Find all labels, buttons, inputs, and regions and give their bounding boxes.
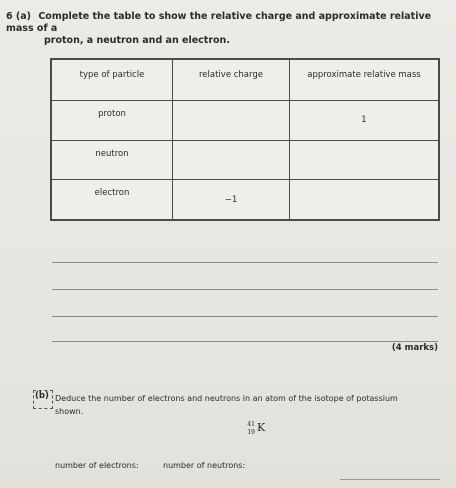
cell-charge-input[interactable] <box>173 140 290 180</box>
table-row-electron <box>52 180 439 220</box>
cell-particle: neutron <box>52 140 173 180</box>
question-6a-line2: proton, a neutron and an electron. <box>44 35 230 46</box>
cell-mass-input[interactable] <box>290 140 439 180</box>
question-b-label: (b) <box>33 390 53 409</box>
element-symbol: K <box>257 421 266 434</box>
header-type-of-particle: type of particle <box>52 60 173 101</box>
table-header-row <box>52 60 439 101</box>
cell-charge: −1 <box>173 180 290 220</box>
header-relative-mass: approximate relative mass <box>290 60 439 101</box>
question-b-line2: shown. <box>55 407 84 416</box>
mass-number: 41 <box>247 421 255 428</box>
question-6a-prompt <box>6 11 446 47</box>
answer-line[interactable] <box>52 341 438 342</box>
cell-mass-input[interactable] <box>290 180 439 220</box>
marks-label: (4 marks) <box>391 343 438 353</box>
atomic-number: 19 <box>247 429 255 436</box>
particle-table <box>50 58 440 221</box>
answer-line[interactable] <box>52 289 438 290</box>
question-6a-line1: Complete the table to show the relative charge and approximate relative mass of a <box>6 11 432 34</box>
answer-line[interactable] <box>52 316 438 317</box>
neutrons-label: number of neutrons: <box>163 461 246 470</box>
header-relative-charge: relative charge <box>173 60 290 101</box>
table-row-neutron <box>52 140 439 180</box>
electrons-label: number of electrons: <box>55 461 139 470</box>
question-b-line1: Deduce the number of electrons and neutrons in an atom of the isotope of potassium <box>55 394 398 403</box>
cell-particle: proton <box>52 101 173 141</box>
answer-line[interactable] <box>52 262 438 263</box>
cell-particle: electron <box>52 180 173 220</box>
neutrons-answer-line[interactable] <box>340 479 440 480</box>
question-b-prompt <box>55 392 445 418</box>
cell-mass: 1 <box>290 101 439 141</box>
potassium-isotope-notation <box>245 420 275 440</box>
cell-charge-input[interactable] <box>173 101 290 141</box>
table-row-proton <box>52 101 439 141</box>
question-number: 6 (a) <box>6 11 32 22</box>
